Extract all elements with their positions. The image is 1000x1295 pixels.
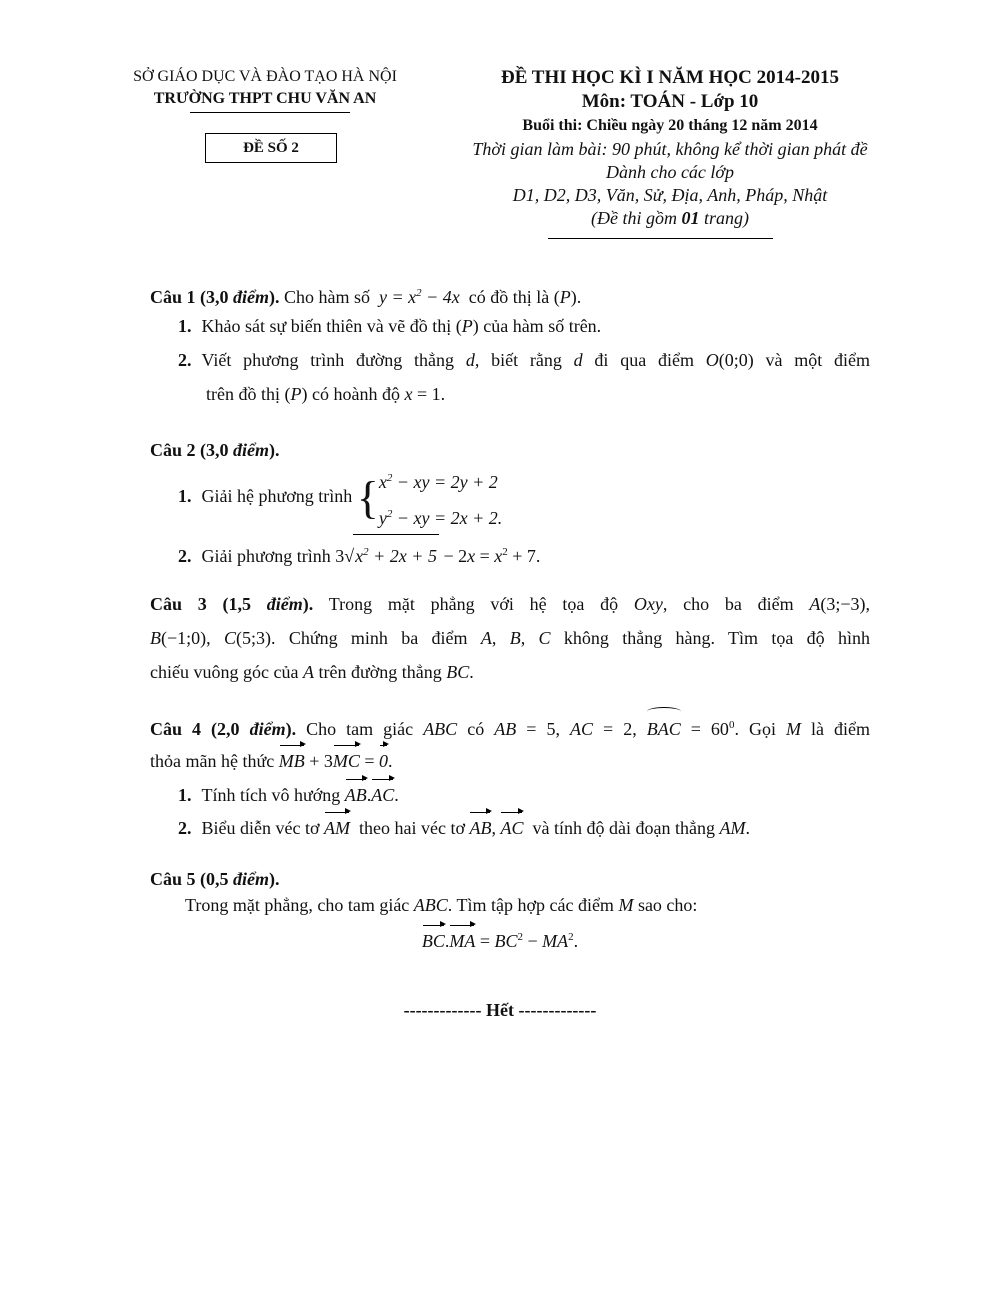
header-right [420,66,920,230]
question-5-heading: Câu 5 (0,5 điểm). [150,869,280,889]
question-2-item-2: 2. Giải phương trình $3√x^2 + 2x + 5 - 2x = x^2 + 7$. [178,534,870,573]
question-1-heading: Câu 1 (3,0 điểm). [150,287,280,307]
end-marker: ------------- Hết ------------- [403,1000,597,1020]
header-left [100,66,430,110]
exam-subject: Môn: TOÁN - Lớp 10 [581,91,759,112]
question-4-item-2: 2. Biểu diễn véc tơ AM theo hai véc tơ AB, AC và tính độ dài đoạn thẳng AM. [178,811,870,845]
exam-time: Thời gian làm bài: 90 phút, không kể thời gian phát đề [472,139,868,159]
irrational-equation: $3√x^2 + 2x + 5 - 2x = x^2 + 7$. [335,546,540,566]
for-classes-label: Dành cho các lớp [605,162,735,182]
question-3-line-3: chiếu vuông góc của A trên đường thẳng BC. [150,662,474,682]
question-1: Câu 1 (3,0 điểm). Cho hàm số $y = x^2 - 4x$ có đồ thị là (P). [150,287,582,307]
exam-title: ĐỀ THI HỌC KÌ I NĂM HỌC 2014-2015 [501,67,839,88]
question-3-line-2: B(−1;0), C(5;3). Chứng minh ba điểm A, B, C không thẳng hàng. Tìm tọa độ hình [150,628,870,648]
header-right-rule [548,238,773,239]
question-4-line-2: thỏa mãn hệ thức MB + 3MC = 0. [150,744,870,778]
question-4-item-1: 1. Tính tích vô hướng AB.AC. [178,778,870,812]
equation-system: $x^2$ − xy = 2y + 2 $y^2$ − xy = 2x + 2. [378,472,503,528]
header-left-rule [190,112,350,113]
function-formula: $y = x^2 - 4x$ [374,287,465,307]
question-5-formula: $BC.MA = BC^2 - MA^2$. [0,920,1000,958]
exam-code-box: ĐỀ SỐ 2 [205,133,337,163]
graph-name: (P). [553,287,582,307]
school-name: TRƯỜNG THPT CHU VĂN AN [153,90,377,107]
system-brace: { [356,472,379,523]
department-name: SỞ GIÁO DỤC VÀ ĐÀO TẠO HÀ NỘI [133,68,397,85]
question-4-heading: Câu 4 (2,0 điểm). [150,719,297,739]
question-2-heading: Câu 2 (3,0 điểm). [150,440,280,460]
question-1-item-2: 2. Viết phương trình đường thẳng d, biết rằng d đi qua điểm O(0;0) và một điểm trên đồ thị (P) có hoành độ x = 1. [178,350,871,404]
question-3-heading: Câu 3 (1,5 điểm). [150,594,314,614]
question-5-line-2: Trong mặt phẳng, cho tam giác ABC. Tìm tập hợp các điểm M sao cho: [185,895,698,915]
exam-session: Buổi thi: Chiều ngày 20 tháng 12 năm 2014 [522,117,818,134]
question-1-item-1: 1. Khảo sát sự biến thiên và vẽ đồ thị (P) của hàm số trên. [178,316,602,336]
page-count: (Đề thi gồm 01 trang) [591,208,749,228]
question-2-item-1: 1. Giải hệ phương trình { $x^2$ − xy = 2y + 2 $y^2$ − xy = 2x + 2. [178,462,870,534]
question-3: Câu 3 (1,5 điểm). Trong mặt phẳng với hệ tọa độ Oxy, cho ba điểm A(3;−3), [150,594,870,614]
question-4: Câu 4 (2,0 điểm). Cho tam giác ABC có AB = 5, AC = 2, BAC = $60^0$. Gọi M là điểm [150,708,870,746]
class-list: D1, D2, D3, Văn, Sử, Địa, Anh, Pháp, Nhật [512,185,828,205]
